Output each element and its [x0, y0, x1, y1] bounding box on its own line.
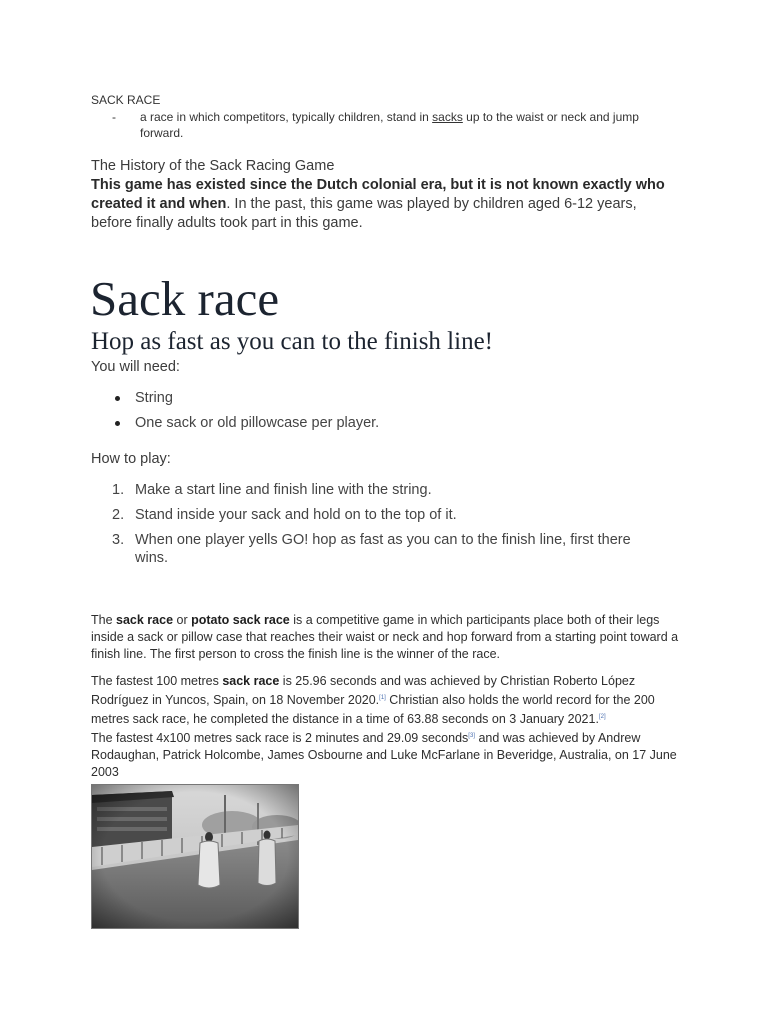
- sack-race-photo: [91, 784, 299, 929]
- page-subtitle: Hop as fast as you can to the finish line!: [91, 328, 493, 355]
- article-paragraph-2: [91, 673, 681, 728]
- definition-heading: SACK RACE: [91, 93, 161, 107]
- supply-item-text: One sack or old pillowcase per player.: [135, 415, 380, 431]
- step-text: Stand inside your sack and hold on to the top of it.: [135, 507, 457, 523]
- history-rest-text: . In the past, this game was played by children aged 6-12 years, before finally adults took part in this game.: [91, 196, 637, 231]
- step-item: [91, 481, 655, 499]
- bold-term: sack race: [222, 674, 280, 688]
- history-bold-text: This game has existed since the Dutch colonial era, but it is not known exactly who created it and when: [91, 177, 665, 212]
- history-heading: The History of the Sack Racing Game: [91, 158, 335, 174]
- step-number: 1.: [112, 482, 125, 498]
- history-paragraph: [91, 176, 671, 233]
- text-run: The fastest 4x100 metres sack race is 2 minutes and 29.09 seconds: [91, 731, 469, 745]
- article-paragraph-1: [91, 612, 681, 663]
- text-run: is a competitive game in which participants place both of their legs inside a sack or pillow case that reaches their waist or neck and hop forward from a starting point toward a finish line. The first person to cross the finish line is the winner of the race.: [91, 613, 679, 661]
- supply-item: [91, 389, 379, 408]
- step-number: 2.: [112, 507, 125, 523]
- article-paragraph-3: [91, 728, 681, 781]
- text-run: or: [173, 613, 192, 627]
- step-text: Make a start line and finish line with the string.: [135, 482, 432, 498]
- bold-term: sack race: [116, 613, 174, 627]
- citation-link[interactable]: [3]: [468, 733, 475, 739]
- step-item: [91, 531, 655, 567]
- need-label: You will need:: [91, 359, 180, 375]
- text-run: The fastest 100 metres: [91, 674, 223, 688]
- citation-link[interactable]: [1]: [379, 695, 386, 701]
- bold-term: potato sack race: [191, 613, 290, 627]
- supply-item: [91, 414, 379, 433]
- howto-label: How to play:: [91, 451, 171, 467]
- text-run: The: [91, 613, 117, 627]
- dash-marker: -: [112, 110, 116, 124]
- steps-list: [91, 481, 655, 574]
- citation-link[interactable]: [2]: [598, 714, 606, 720]
- bullet-dot: [115, 421, 120, 426]
- definition-text-start: a race in which competitors, typically children, stand in: [140, 110, 433, 124]
- definition-item: [91, 109, 671, 143]
- photo-illustration: [92, 785, 298, 928]
- supply-item-text: String: [135, 390, 173, 406]
- text-run: Christian also holds the world record for the 200 metres sack race, he completed the distance in a time of 63.88 seconds on 3 January 2021.: [91, 693, 655, 726]
- supplies-list: [91, 389, 379, 439]
- text-run: and was achieved by Andrew Rodaughan, Patrick Holcombe, James Osbourne and Luke McFarlane in Beveridge, Australia, on 17 June 2003: [91, 731, 677, 779]
- step-item: [91, 506, 655, 524]
- sacks-link[interactable]: sacks: [432, 110, 463, 124]
- bullet-dot: [115, 396, 120, 401]
- definition-text: [140, 109, 660, 141]
- text-run: is 25.96 seconds and was achieved by Christian Roberto López Rodríguez in Yuncos, Spain, on 18 November 2020.: [91, 674, 636, 707]
- definition-text-end: up to the waist or neck and jump forward.: [140, 110, 639, 140]
- step-number: 3.: [112, 532, 125, 548]
- step-text: When one player yells GO! hop as fast as you can to the finish line, first there wins.: [135, 532, 631, 566]
- page-title: Sack race: [90, 271, 280, 326]
